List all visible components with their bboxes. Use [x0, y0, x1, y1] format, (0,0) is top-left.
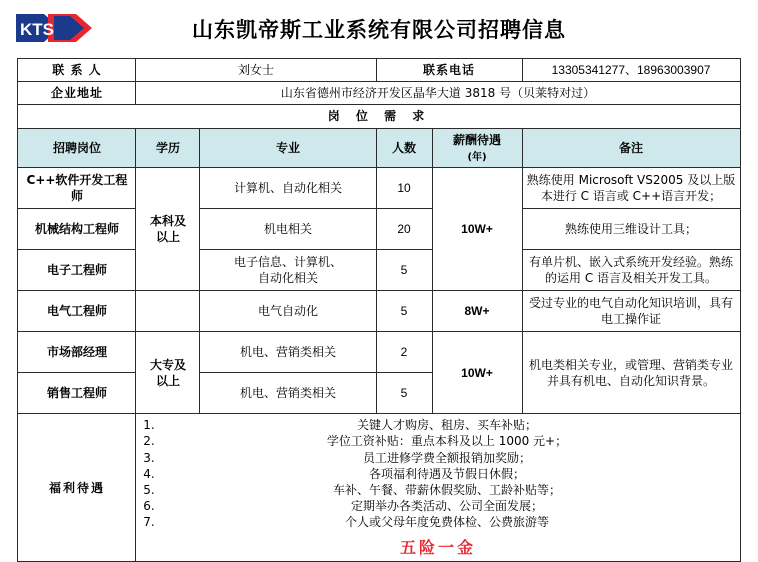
job-title: 机械结构工程师	[18, 209, 136, 250]
job-remark-3: 有单片机、嵌入式系统开发经验。熟练的运用 C 语言及相关开发工具。	[522, 250, 740, 291]
job-remark-4: 受过专业的电气自动化知识培训，具有电工操作证	[522, 291, 740, 332]
job-remark-1: 熟练使用 Microsoft VS2005 及以上版本进行 C 语言或 C++语言开发；	[522, 168, 740, 209]
job-title: 销售工程师	[18, 373, 136, 414]
table-row-contact	[18, 59, 740, 82]
table-header-row	[18, 128, 740, 168]
list-item: 5. 车补、午餐、带薪休假奖励、工龄补贴等；	[158, 482, 735, 498]
list-item: 7. 个人或父母年度免费体检、公费旅游等	[158, 514, 735, 530]
list-item: 1. 关键人才购房、租房、买车补贴；	[158, 417, 735, 433]
salary-cell-2: 8W+	[432, 291, 522, 332]
column-header-count: 人数	[376, 128, 432, 168]
column-header-job: 招聘岗位	[18, 128, 136, 168]
column-header-salary-unit: (年)	[467, 151, 487, 163]
contact-person-label: 联 系 人	[18, 59, 136, 82]
job-count: 5	[376, 373, 432, 414]
svg-text:KTS: KTS	[20, 20, 54, 39]
company-address-label: 企业地址	[18, 82, 136, 105]
table-row	[18, 209, 740, 250]
column-header-remark: 备注	[522, 128, 740, 168]
table-row-section-title	[18, 105, 740, 128]
job-title: C++软件开发工程师	[18, 168, 136, 209]
table-row-address	[18, 82, 740, 105]
job-remark-2: 熟练使用三维设计工具；	[522, 209, 740, 250]
table-row	[18, 332, 740, 373]
job-title: 电子工程师	[18, 250, 136, 291]
benefits-label: 福利待遇	[18, 414, 136, 562]
company-address-value: 山东省德州市经济开发区晶华大道 3818 号（贝莱特对过）	[136, 82, 740, 105]
job-major: 电子信息、计算机、 自动化相关	[200, 250, 376, 291]
column-header-major: 专业	[200, 128, 376, 168]
list-item: 2. 学位工资补贴：重点本科及以上 1000 元+；	[158, 433, 735, 449]
benefits-list	[140, 417, 735, 530]
list-item: 3. 员工进修学费全额报销加奖励；	[158, 450, 735, 466]
table-row	[18, 291, 740, 332]
education-cell-bachelor: 本科及 以上	[136, 168, 200, 291]
job-count: 2	[376, 332, 432, 373]
jobs-section-title: 岗 位 需 求	[18, 105, 740, 128]
job-count: 10	[376, 168, 432, 209]
column-header-salary-text: 薪酬待遇	[453, 132, 502, 147]
list-item: 4. 各项福利待遇及节假日休假；	[158, 466, 735, 482]
table-row	[18, 168, 740, 209]
job-major: 机电、营销类相关	[200, 373, 376, 414]
table-row	[18, 250, 740, 291]
contact-person-value: 刘女士	[136, 59, 376, 82]
education-cell-college: 大专及 以上	[136, 332, 200, 414]
job-title: 电气工程师	[18, 291, 136, 332]
list-item: 6. 定期举办各类活动、公司全面发展；	[158, 498, 735, 514]
education-cell-blank	[136, 291, 200, 332]
job-major: 机电相关	[200, 209, 376, 250]
job-remark-5: 机电类相关专业，或管理、营销类专业并具有机电、自动化知识背景。	[522, 332, 740, 414]
job-count: 5	[376, 250, 432, 291]
recruitment-table	[17, 58, 740, 562]
benefits-content	[136, 414, 740, 562]
salary-cell-1: 10W+	[432, 168, 522, 291]
table-row-benefits	[18, 414, 740, 562]
five-insurances-highlight: 五险一金	[399, 537, 476, 557]
job-major: 电气自动化	[200, 291, 376, 332]
salary-cell-3: 10W+	[432, 332, 522, 414]
job-major: 计算机、自动化相关	[200, 168, 376, 209]
job-title: 市场部经理	[18, 332, 136, 373]
job-count: 5	[376, 291, 432, 332]
job-count: 20	[376, 209, 432, 250]
contact-phone-value: 13305341277、18963003907	[522, 59, 740, 82]
page-title: 山东凯帝斯工业系统有限公司招聘信息	[192, 18, 566, 42]
column-header-salary	[432, 128, 522, 168]
job-major: 机电、营销类相关	[200, 332, 376, 373]
contact-phone-label: 联系电话	[376, 59, 522, 82]
column-header-education: 学历	[136, 128, 200, 168]
document-header	[0, 0, 758, 58]
